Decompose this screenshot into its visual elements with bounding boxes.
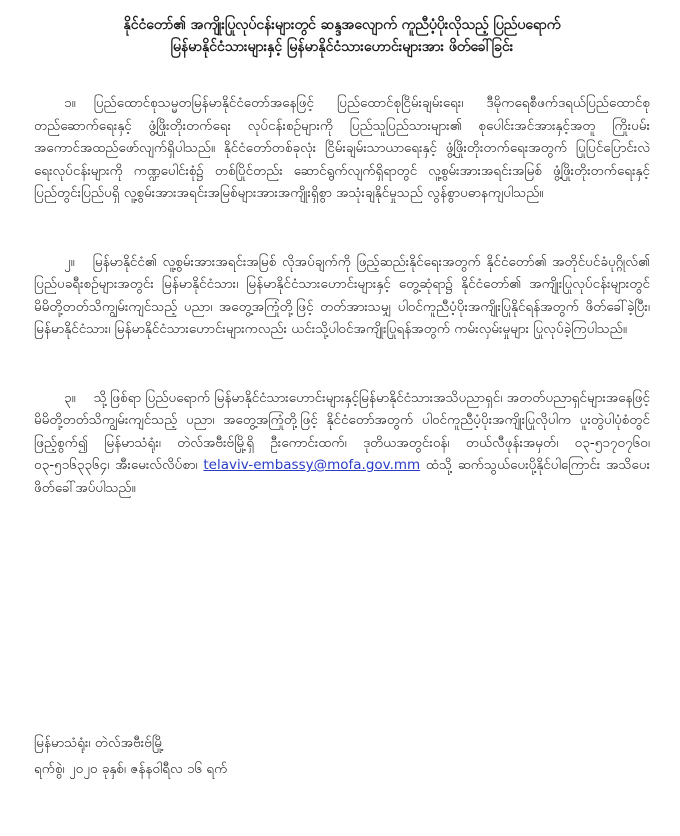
paragraph-1 xyxy=(34,92,650,205)
title-line-1: နိုင်ငံတော်၏ အကျိုးပြုလုပ်ငန်းများတွင် ဆန္ဒအလျောက် ကူညီပံ့ပိုးလိုသည့် ပြည်ပရောက် xyxy=(123,17,561,33)
paragraph-text: မြန်မာနိုင်ငံ၏ လူ့စွမ်းအားအရင်းအမြစ် လိုအပ်ချက်ကို ဖြည့်ဆည်းနိုင်ရေးအတွက် နိုင်ငံတော်၏ အတိုင်ပင်ခံပုဂ္ဂိုလ်၏ ပြည်ပခရီးစဉ်များအတွင်း မြန်မာနိုင်ငံသား၊ မြန်မာနိုင်ငံသားဟောင်းများနှင့် တွေ့ဆုံရာ၌ နိုင်ငံတော်၏ အကျိုးပြုလုပ်ငန်းများတွင် မိမိတို့တတ်သိကျွမ်းကျင်သည့် ပညာ၊ အတွေ့အကြုံတို့ဖြင့် တတ်အားသမျှ ပါဝင်ကူညီပံ့ပိုးအကျိုးပြုနိုင်ရန်အတွက် ဖိတ်ခေါ်ခဲ့ပြီး၊ မြန်မာနိုင်ငံသား၊ မြန်မာနိုင်ငံသားဟောင်းများကလည်း ယင်းသို့ပါဝင်အကျိုးပြုရန်အတွက် ကမ်းလှမ်းမှုများ ပြုလုပ်ခဲ့ကြပါသည်။ xyxy=(34,253,650,337)
title-line-2: မြန်မာနိုင်ငံသားများနှင့် မြန်မာနိုင်ငံသားဟောင်းများအား ဖိတ်ခေါ်ခြင်း xyxy=(170,39,514,55)
paragraph-3 xyxy=(34,387,650,500)
paragraph-text-before-email: သို့ဖြစ်ရာ ပြည်ပရောက် မြန်မာနိုင်ငံသားဟောင်းများနှင့်မြန်မာနိုင်ငံသားအသိပညာရှင်၊ အတတ်ပညာရှင်များအနေဖြင့် မိမိတို့တတ်သိကျွမ်းကျင်သည့် ပညာ၊ အတွေ့အကြုံတို့ဖြင့် နိုင်ငံတော်အတွက် ပါဝင်ကူညီပံ့ပိုးအကျိုးပြုလိုပါက ပူးတွဲပါပုံစံတွင် ဖြည့်စွက်၍ မြန်မာသံရုံး၊ တဲလ်အဗီးဗ်မြို့ရှိ ဦးကောင်းထက်၊ ဒုတိယအတွင်းဝန်၊ တယ်လီဖုန်းအမှတ်၊ ၀၃-၅၁၇၀၇၆၀၊ ၀၃-၅၁၆၃၃၆၄၊ အီးမေးလ်လိပ်စာ၊ xyxy=(34,389,650,473)
paragraph-2 xyxy=(34,251,650,341)
paragraph-text: ပြည်ထောင်စုသမ္မတမြန်မာနိုင်ငံတော်အနေဖြင့် ပြည်ထောင်စုငြိမ်းချမ်းရေး၊ ဒီမိုကရေစီဖက်ဒရယ်ပြည်ထောင်စု တည်ဆောက်ရေးနှင့် ဖွံ့ဖြိုးတိုးတက်ရေး လုပ်ငန်းစဉ်များကို ပြည်သူပြည်သားများ၏ စုပေါင်းအင်အားနှင့်အတူ ကြိုးပမ်းအကောင်အထည်ဖော်လျက်ရှိပါသည်။ နိုင်ငံတော်တစ်ခုလုံး ငြိမ်းချမ်းသာယာရေးနှင့် ဖွံ့ဖြိုးတိုးတက်ရေးအတွက် ပြုပြင်ပြောင်းလဲရေးလုပ်ငန်းများကို ကဏ္ဍပေါင်းစုံ၌ တစ်ပြိုင်တည်း ဆောင်ရွက်လျက်ရှိရာတွင် လူ့စွမ်းအားအရင်းအမြစ် ဖွံ့ဖြိုးတိုးတက်ရေးနှင့် ပြည်တွင်းပြည်ပရှိ လူ့စွမ်းအားအရင်းအမြစ်များအားအကျိုးရှိစွာ အသုံးချနိုင်မှုသည် လွန်စွာပဓာနကျပါသည်။ xyxy=(34,95,650,201)
email-link[interactable]: telaviv-embassy@mofa.gov.mm xyxy=(203,457,421,473)
document-title xyxy=(34,14,650,58)
paragraph-number: ၁။ xyxy=(64,95,76,111)
signature-block xyxy=(34,730,227,782)
signature-date: ရက်စွဲ၊ ၂၀၂၀ ခုနှစ်၊ ဇန်နဝါရီလ ၁၆ ရက် xyxy=(34,761,228,777)
paragraph-text-after-email: ထံသို့ ဆက်သွယ်ပေးပို့နိုင်ပါကြောင်း အသိပေးဖိတ်ခေါ်အပ်ပါသည်။ xyxy=(34,457,650,496)
paragraph-number: ၃။ xyxy=(64,389,76,406)
signature-office: မြန်မာသံရုံး၊ တဲလ်အဗီးဗ်မြို့ xyxy=(34,735,164,751)
paragraph-number: ၂။ xyxy=(64,253,75,270)
